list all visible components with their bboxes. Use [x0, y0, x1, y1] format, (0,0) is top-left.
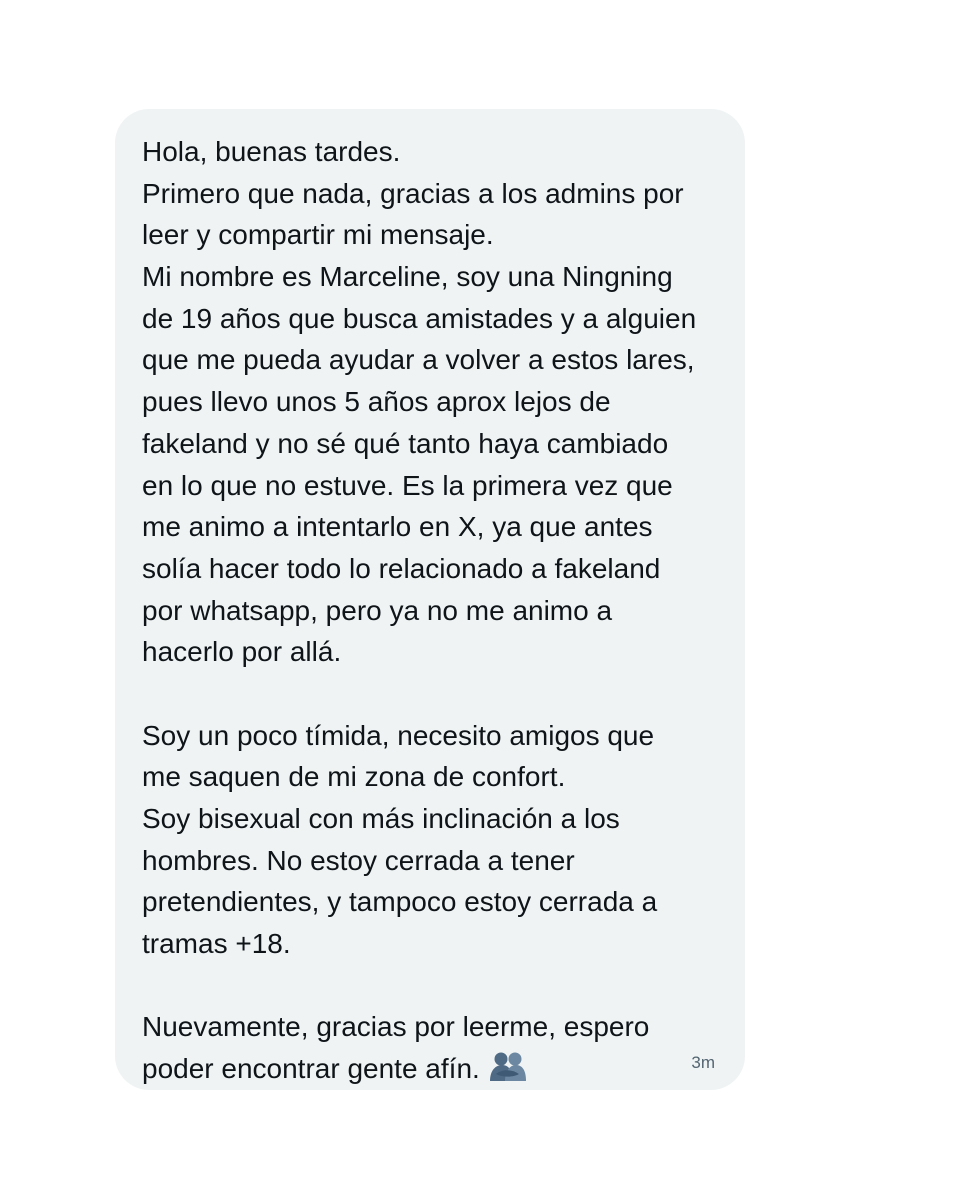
message-timestamp: 3m	[691, 1053, 715, 1072]
message-line: me animo a intentarlo en X, ya que antes	[142, 511, 653, 543]
message-bubble[interactable]	[115, 109, 745, 1090]
message-line-text: poder encontrar gente afín.	[142, 1053, 480, 1085]
message-line: Soy bisexual con más inclinación a los	[142, 803, 620, 834]
people-hugging-icon	[488, 1050, 528, 1084]
message-line: hacerlo por allá.	[142, 636, 342, 668]
message-line: que me pueda ayudar a volver a estos lares,	[142, 344, 695, 376]
message-line: Hola, buenas tardes.	[142, 136, 401, 167]
message-text	[142, 131, 732, 1090]
paragraph-gap	[142, 965, 732, 1007]
message-line: solía hacer todo lo relacionado a fakeland	[142, 552, 661, 584]
message-line: por whatsapp, pero ya no me animo a	[142, 594, 613, 626]
message-line: en lo que no estuve. Es la primera vez que	[142, 469, 673, 501]
message-line: pretendientes, y tampoco estoy cerrada a	[142, 886, 658, 918]
message-line: tramas +18.	[142, 928, 291, 960]
message-line: pues llevo unos 5 años aprox lejos de	[142, 386, 611, 418]
paragraph-gap	[142, 673, 732, 715]
message-line: Primero que nada, gracias a los admins por	[142, 177, 684, 209]
message-line: hombres. No estoy cerrada a tener	[142, 844, 575, 876]
message-line: me saquen de mi zona de confort.	[142, 761, 566, 793]
message-line: fakeland y no sé qué tanto haya cambiado	[142, 427, 669, 459]
message-line: Mi nombre es Marceline, soy una Ningning	[142, 261, 673, 293]
message-line-with-emoji	[142, 1048, 732, 1090]
message-line: leer y compartir mi mensaje.	[142, 219, 494, 251]
message-line: Soy un poco tímida, necesito amigos que	[142, 719, 655, 751]
message-line: Nuevamente, gracias por leerme, espero	[142, 1011, 650, 1043]
message-line: de 19 años que busca amistades y a alguien	[142, 302, 697, 334]
